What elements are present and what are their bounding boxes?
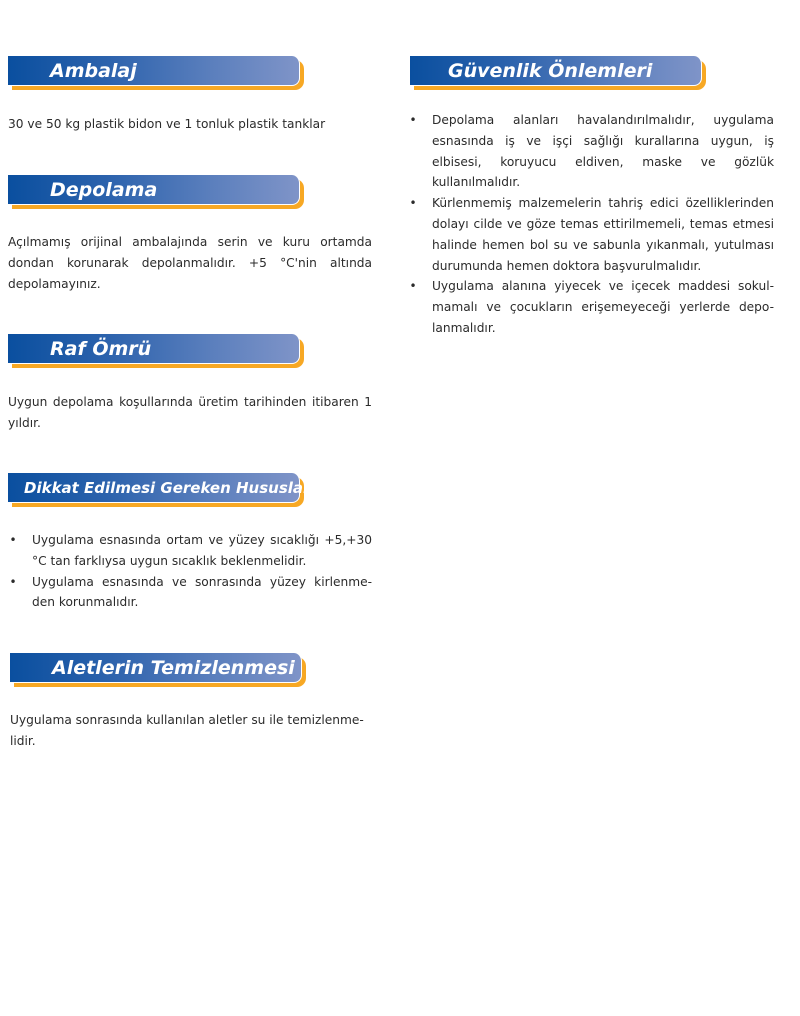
depolama-text: Açılmamış orijinal ambalajında serin ve kuru ortamda dondan korunarak depolanmalıdır. +5 °C'nin altında depolamayınız. xyxy=(8,235,372,291)
list-item: • Uygulama esnasında ve sonrasında yüzey kirlenme-den korunmalıdır. xyxy=(8,572,372,614)
list-item: • Depolama alanları havalandırılmalıdır, uygulama esnasında iş ve işçi sağlığı kurallarına uygun, iş elbisesi, koruyucu eldiven, maske ve gözlük kullanılmalıdır. xyxy=(408,110,774,193)
section-header-temizlik xyxy=(10,653,302,683)
list-item: • Uygulama esnasında ortam ve yüzey sıcaklığı +5,+30 °C tan farklıysa uygun sıcaklık beklenmelidir. xyxy=(8,530,372,572)
section-title-temizlik: Aletlerin Temizlenmesi xyxy=(52,657,295,679)
section-header-dikkat xyxy=(8,473,311,503)
bullet-dot-icon: • xyxy=(409,196,417,211)
section-header-depolama xyxy=(8,175,300,205)
bullet-dot-icon: • xyxy=(409,279,417,294)
section-header-guvenlik xyxy=(410,56,702,86)
raf-omru-text: Uygun depolama koşullarında üretim tarihinden itibaren 1 yıldır. xyxy=(8,395,372,430)
bullet-dot-icon: • xyxy=(9,574,17,589)
section-header-raf-omru xyxy=(8,334,300,364)
bullet-dot-icon: • xyxy=(409,113,417,127)
list-item: • Kürlenmemiş malzemelerin tahriş edici özelliklerinden dolayı cilde ve göze temas ettirilmemeli, temas etmesi halinde hemen bol su ve sabunla yıkanmalı, yutulması durumunda hemen doktora başvurulmalıdır. xyxy=(408,193,774,276)
section-title-ambalaj: Ambalaj xyxy=(50,60,137,82)
section-title-depolama: Depolama xyxy=(50,179,158,201)
section-header-ambalaj xyxy=(8,56,300,86)
guvenlik-list xyxy=(408,110,774,339)
section-title-dikkat: Dikkat Edilmesi Gereken Hususlar xyxy=(24,479,311,497)
section-title-raf-omru: Raf Ömrü xyxy=(50,338,152,360)
list-item: • Uygulama alanına yiyecek ve içecek maddesi sokul-mamalı ve çocukların erişemeyeceği yerlerde depo-lanmalıdır. xyxy=(408,276,774,338)
dikkat-list xyxy=(8,530,372,613)
section-title-guvenlik: Güvenlik Önlemleri xyxy=(448,60,653,82)
ambalaj-text: 30 ve 50 kg plastik bidon ve 1 tonluk plastik tanklar xyxy=(8,117,326,131)
temizlik-text: Uygulama sonrasında kullanılan aletler su ile temizlenme-lidir. xyxy=(10,713,364,748)
bullet-dot-icon: • xyxy=(9,533,17,547)
